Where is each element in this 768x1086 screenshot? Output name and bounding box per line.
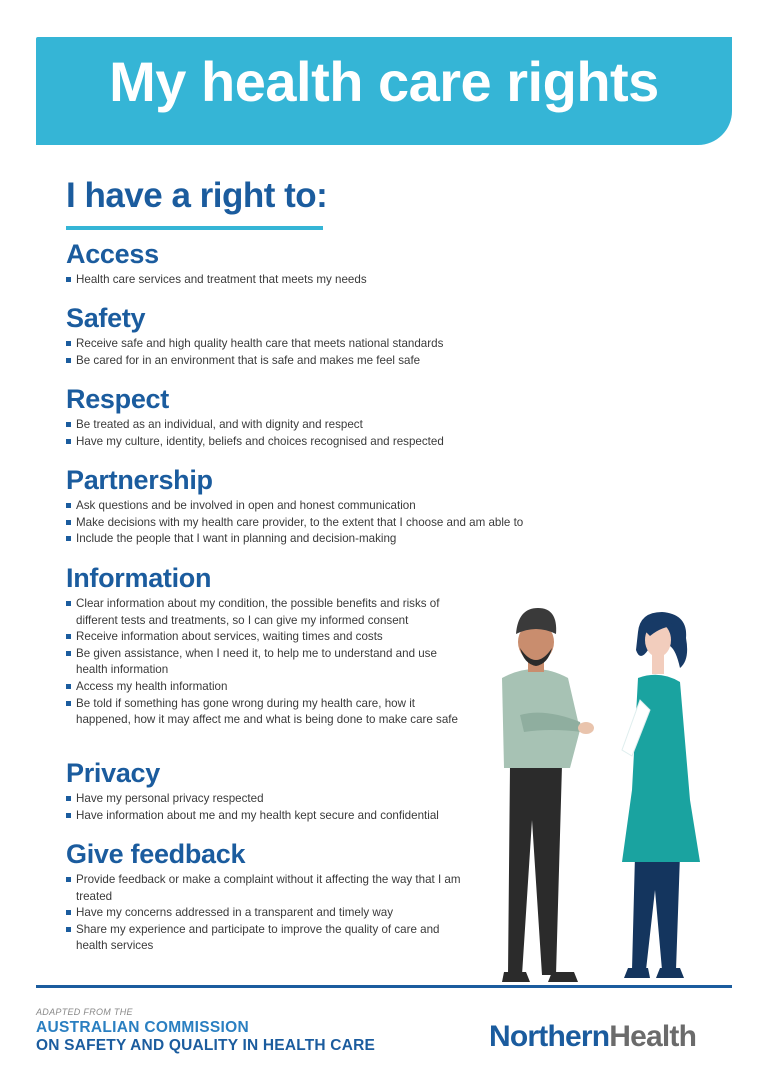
commission-line-2: ON SAFETY AND QUALITY IN HEALTH CARE	[36, 1037, 376, 1054]
commission-logo	[36, 1007, 375, 1055]
list-item: Share my experience and participate to improve the quality of care and health services	[66, 922, 466, 955]
list-item: Have my concerns addressed in a transparent and timely way	[66, 905, 466, 922]
section-give-feedback	[66, 838, 466, 955]
section-respect	[66, 383, 566, 450]
section-heading: Information	[66, 563, 212, 593]
logo-northern: Northern	[489, 1020, 610, 1053]
list-item: Be cared for in an environment that is safe and makes me feel safe	[66, 353, 566, 370]
list-item: Receive information about services, waiting times and costs	[66, 629, 466, 646]
adapted-label: ADAPTED FROM THE	[36, 1007, 133, 1017]
northern-health-logo	[489, 1020, 696, 1054]
section-heading: Access	[66, 239, 159, 269]
list-item: Have information about me and my health kept secure and confidential	[66, 808, 466, 825]
list-item: Ask questions and be involved in open and honest communication	[66, 498, 566, 515]
section-safety	[66, 302, 566, 369]
list-item: Health care services and treatment that meets my needs	[66, 272, 566, 289]
list-item: Have my personal privacy respected	[66, 791, 466, 808]
list-item: Be told if something has gone wrong during my health care, how it happened, how it may affect me and what is being done to make care safe	[66, 696, 466, 729]
section-heading: Partnership	[66, 465, 213, 495]
title-banner	[36, 37, 732, 145]
page-title: My health care rights	[109, 50, 659, 113]
logo-health: Health	[609, 1020, 697, 1053]
section-partnership	[66, 464, 566, 548]
list-item: Clear information about my condition, the possible benefits and risks of different tests and treatments, so I can give my informed consent	[66, 596, 466, 629]
man-figure	[502, 608, 594, 982]
woman-figure	[622, 612, 700, 978]
commission-line-1: AUSTRALIAN COMMISSION	[36, 1019, 249, 1036]
section-heading: Give feedback	[66, 839, 246, 869]
section-heading: Safety	[66, 303, 146, 333]
section-heading: Respect	[66, 384, 169, 414]
list-item: Receive safe and high quality health care that meets national standards	[66, 336, 566, 353]
section-access	[66, 238, 566, 289]
list-item: Be treated as an individual, and with dignity and respect	[66, 417, 566, 434]
people-illustration	[490, 590, 720, 985]
subtitle: I have a right to:	[66, 176, 328, 215]
section-privacy	[66, 757, 466, 824]
list-item: Access my health information	[66, 679, 466, 696]
list-item: Make decisions with my health care provider, to the extent that I choose and am able to	[66, 515, 566, 532]
list-item: Include the people that I want in planning and decision-making	[66, 531, 566, 548]
section-heading: Privacy	[66, 758, 160, 788]
section-information	[66, 562, 466, 729]
subtitle-underline	[66, 226, 323, 230]
list-item: Have my culture, identity, beliefs and choices recognised and respected	[66, 434, 566, 451]
list-item: Be given assistance, when I need it, to help me to understand and use health information	[66, 646, 466, 679]
footer-divider	[36, 985, 732, 988]
list-item: Provide feedback or make a complaint without it affecting the way that I am treated	[66, 872, 466, 905]
